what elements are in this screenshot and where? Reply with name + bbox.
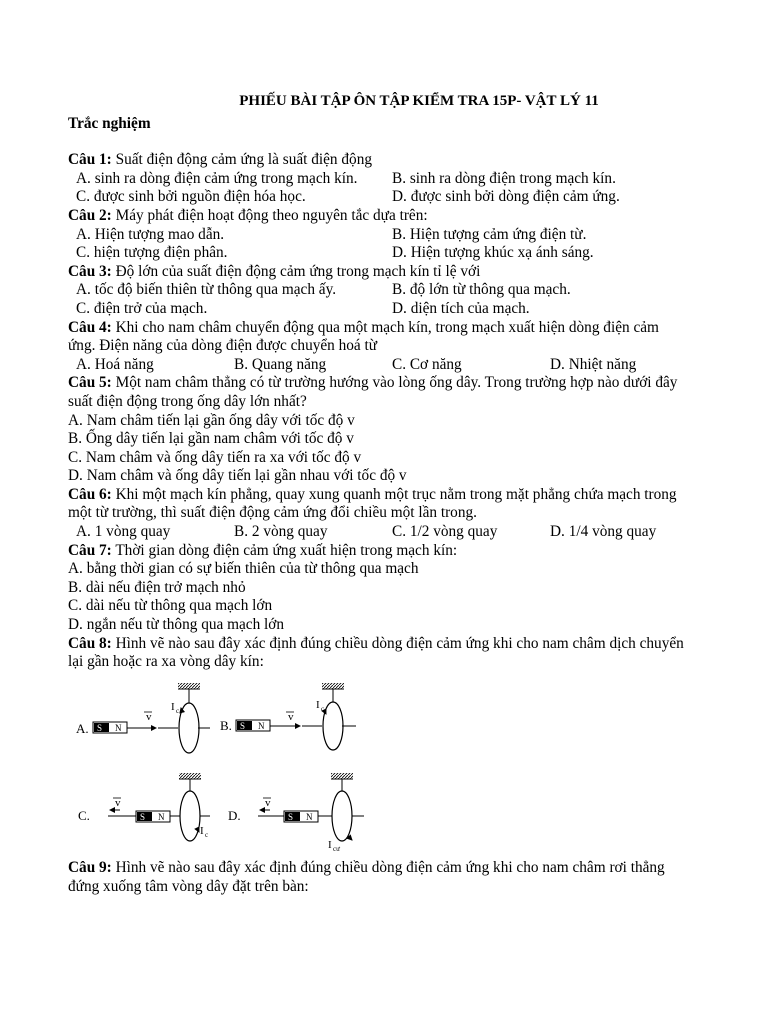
option[interactable]: A. Hiện tượng mao dẫn. — [76, 225, 225, 243]
svg-text:I: I — [171, 701, 175, 713]
option[interactable]: B. Hiện tượng cảm ứng điện từ. — [392, 225, 587, 243]
question-7-options — [68, 560, 708, 634]
option[interactable]: B. Ống dây tiến lại gần nam châm với tốc độ v — [68, 430, 354, 448]
svg-text:c: c — [205, 831, 209, 839]
question-8-cont: lại gần hoặc ra xa vòng dây kín: — [68, 653, 264, 671]
question-9: Câu 9: Hình vẽ nào sau đây xác định đúng chiều dòng điện cảm ứng khi cho nam châm rơi thẳng — [68, 859, 665, 876]
panel-label-c: C. — [78, 808, 90, 823]
option[interactable]: D. được sinh bởi dòng điện cảm ứng. — [392, 188, 620, 206]
svg-text:c: c — [176, 707, 180, 715]
question-2: Câu 2: Máy phát điện hoạt động theo nguyên tắc dựa trên: — [68, 206, 428, 224]
question-4-options — [68, 356, 708, 375]
question-6-cont: một từ trường, thì suất điện động cảm ứng đổi chiều một lần trong. — [68, 504, 477, 522]
svg-text:I: I — [200, 825, 204, 837]
svg-text:v: v — [115, 797, 121, 809]
panel-label-b: B. — [220, 718, 232, 733]
option[interactable]: D. diện tích của mạch. — [392, 299, 530, 317]
figure-panel-c[interactable] — [78, 773, 210, 841]
svg-text:v: v — [288, 711, 294, 723]
option[interactable]: A. Nam châm tiến lại gần ống dây với tốc độ v — [68, 411, 355, 429]
option[interactable]: D. Nhiệt năng — [550, 355, 637, 373]
velocity-label: v — [146, 711, 152, 723]
ceiling-hatch — [178, 683, 200, 689]
question-4-cont: ứng. Điện năng của dòng điện được chuyển hoá từ — [68, 337, 378, 355]
coil-loop — [332, 791, 352, 841]
question-5-cont: suất điện động trong ống dây lớn nhất? — [68, 392, 307, 410]
svg-text:S: S — [288, 812, 294, 822]
page-title: PHIẾU BÀI TẬP ÔN TẬP KIỂM TRA 15P- VẬT LÝ 11 — [239, 93, 599, 109]
figure-panel-d[interactable] — [228, 773, 364, 852]
option[interactable]: C. dài nếu từ thông qua mạch lớn — [68, 597, 273, 615]
svg-text:N: N — [158, 812, 165, 822]
option[interactable]: C. điện trở của mạch. — [76, 299, 208, 317]
coil-loop — [323, 702, 343, 750]
option[interactable]: B. dài nếu điện trở mạch nhỏ — [68, 578, 246, 596]
option[interactable]: B. Quang năng — [234, 355, 327, 373]
option[interactable]: A. tốc độ biến thiên từ thông qua mạch ấy. — [76, 281, 337, 299]
question-5: Câu 5: Một nam châm thẳng có từ trường hướng vào lòng ống dây. Trong trường hợp nào dưới đây — [68, 374, 678, 392]
option[interactable]: C. được sinh bởi nguồn điện hóa học. — [76, 188, 306, 206]
panel-label-d: D. — [228, 808, 241, 823]
svg-text:I: I — [328, 839, 332, 851]
question-2-options — [68, 226, 708, 263]
question-9-cont: đứng xuống tâm vòng dây đặt trên bàn: — [68, 877, 309, 895]
question-1: Câu 1: Suất điện động cảm ứng là suất điện động — [68, 151, 373, 169]
option[interactable]: A. 1 vòng quay — [76, 523, 171, 541]
worksheet — [68, 92, 708, 672]
pole-n: N — [115, 723, 122, 733]
svg-text:S: S — [240, 721, 246, 731]
option[interactable]: B. 2 vòng quay — [234, 523, 328, 541]
option[interactable]: A. bằng thời gian có sự biến thiên của từ thông qua mạch — [68, 560, 419, 578]
question-6-options — [68, 523, 708, 542]
panel-label-a: A. — [76, 721, 89, 736]
option[interactable]: B. độ lớn từ thông qua mạch. — [392, 281, 571, 299]
question-3-options — [68, 281, 708, 318]
option[interactable]: C. Cơ năng — [392, 355, 462, 373]
svg-text:I: I — [316, 699, 320, 711]
svg-text:v: v — [265, 797, 271, 809]
option[interactable]: A. Hoá năng — [76, 355, 154, 373]
option[interactable]: C. Nam châm và ống dây tiến ra xa với tốc độ v — [68, 448, 362, 466]
option[interactable]: D. 1/4 vòng quay — [550, 523, 657, 541]
svg-text:S: S — [140, 812, 146, 822]
svg-text:N: N — [306, 812, 313, 822]
option[interactable]: C. hiện tượng điện phân. — [76, 244, 228, 262]
figure-panel-b[interactable] — [220, 683, 356, 750]
question-5-options — [68, 412, 708, 486]
question-9-block — [68, 859, 708, 896]
magnet-coil-figure — [60, 676, 380, 852]
option[interactable]: D. ngắn nếu từ thông qua mạch lớn — [68, 616, 285, 634]
option[interactable]: D. Hiện tượng khúc xạ ánh sáng. — [392, 244, 594, 262]
figure-panel-a[interactable] — [76, 683, 210, 753]
question-8: Câu 8: Hình vẽ nào sau đây xác định đúng chiều dòng điện cảm ứng khi cho nam châm dịch chuyển — [68, 634, 684, 652]
svg-text:N: N — [258, 721, 265, 731]
svg-text:c: c — [321, 705, 325, 713]
option[interactable]: B. sinh ra dòng điện trong mạch kín. — [392, 169, 616, 187]
option[interactable]: D. Nam châm và ống dây tiến lại gần nhau với tốc độ v — [68, 467, 407, 485]
section-heading: Trắc nghiệm — [68, 114, 151, 132]
pole-s: S — [97, 723, 103, 733]
question-7: Câu 7: Thời gian dòng điện cảm ứng xuất hiện trong mạch kín: — [68, 541, 458, 559]
question-4: Câu 4: Khi cho nam châm chuyển động qua một mạch kín, trong mạch xuất hiện dòng điện cảm — [68, 318, 659, 336]
coil-loop — [180, 791, 200, 841]
question-3: Câu 3: Độ lớn của suất điện động cảm ứng trong mạch kín tỉ lệ với — [68, 262, 481, 280]
question-6: Câu 6: Khi một mạch kín phẳng, quay xung quanh một trục nằm trong mặt phẳng chứa mạch trong — [68, 485, 677, 503]
option[interactable]: C. 1/2 vòng quay — [392, 523, 498, 541]
question-1-options — [68, 170, 708, 207]
option[interactable]: A. sinh ra dòng điện cảm ứng trong mạch kín. — [76, 169, 358, 187]
svg-text:cư: cư — [333, 845, 340, 852]
